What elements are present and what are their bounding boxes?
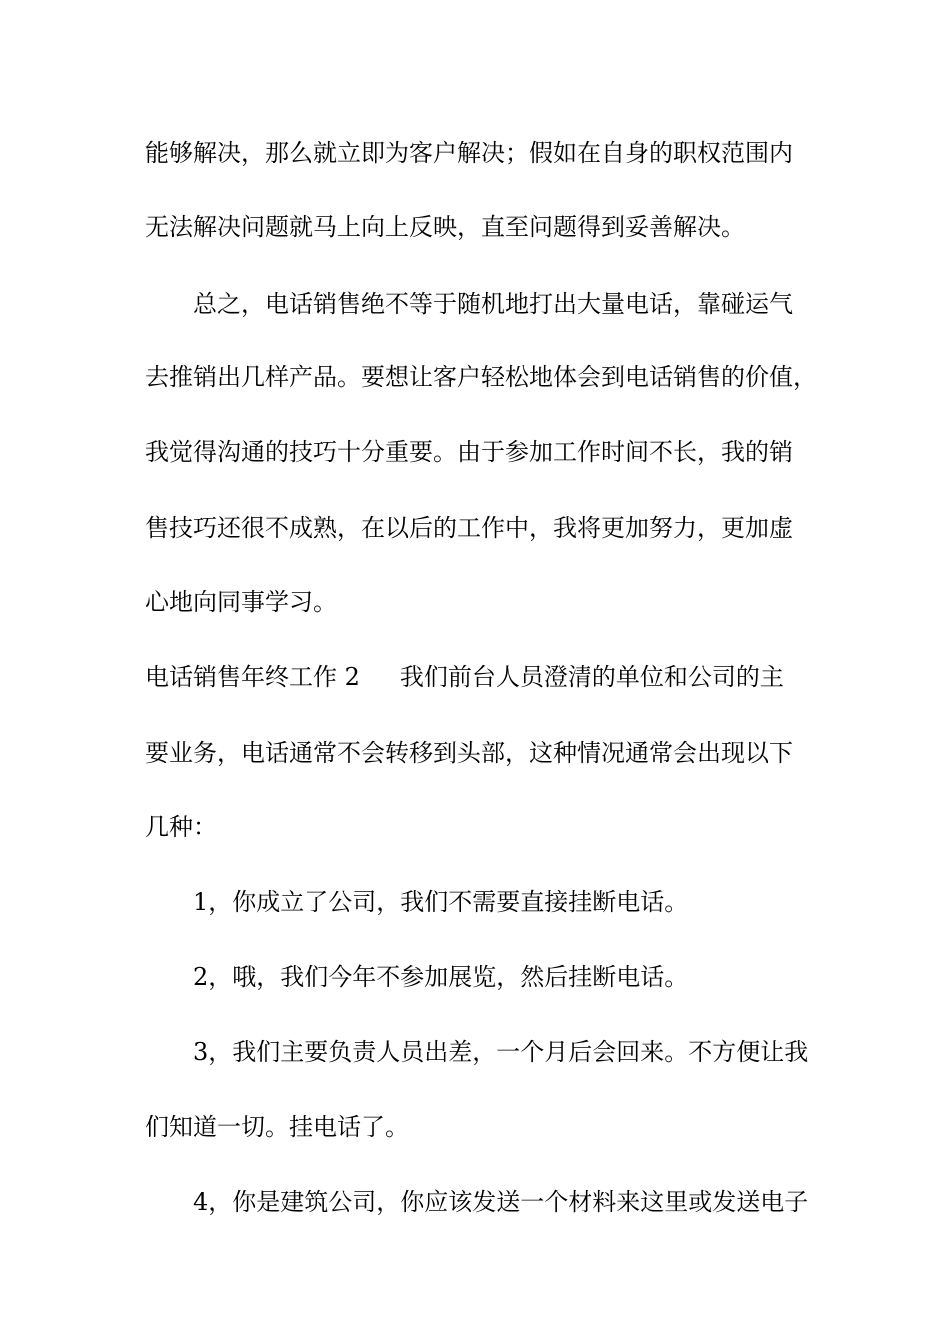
section-heading-line [145, 657, 815, 697]
list-item-1: 1，你成立了公司，我们不需要直接挂断电话。 [193, 888, 689, 916]
paragraph-line: 能够解决，那么就立即为客户解决；假如在自身的职权范围内 [145, 139, 793, 167]
paragraph-line: 售技巧还很不成熟，在以后的工作中，我将更加努力，更加虚 [145, 514, 793, 542]
section-heading: 电话销售年终工作 2 [145, 663, 360, 691]
list-item-3: 3，我们主要负责人员出差，一个月后会回来。不方便让我 [193, 1038, 809, 1066]
paragraph-line: 心地向同事学习。 [145, 588, 337, 616]
paragraph-line: 总之，电话销售绝不等于随机地打出大量电话，靠碰运气 [193, 290, 793, 318]
paragraph-line: 去推销出几样产品。要想让客户轻松地体会到电话销售的价值， [145, 363, 817, 391]
paragraph-line: 无法解决问题就马上向上反映，直至问题得到妥善解决。 [145, 213, 745, 241]
list-item-2: 2，哦，我们今年不参加展览，然后挂断电话。 [193, 963, 689, 991]
section-first-line: 我们前台人员澄清的单位和公司的主 [399, 663, 784, 691]
paragraph-line: 几种： [145, 813, 217, 841]
list-item-4: 4，你是建筑公司，你应该发送一个材料来这里或发送电子 [193, 1188, 809, 1216]
paragraph-line: 要业务，电话通常不会转移到头部，这种情况通常会出现以下 [145, 739, 793, 767]
paragraph-line: 我觉得沟通的技巧十分重要。由于参加工作时间不长，我的销 [145, 438, 793, 466]
list-item-3-continued: 们知道一切。挂电话了。 [145, 1113, 409, 1141]
